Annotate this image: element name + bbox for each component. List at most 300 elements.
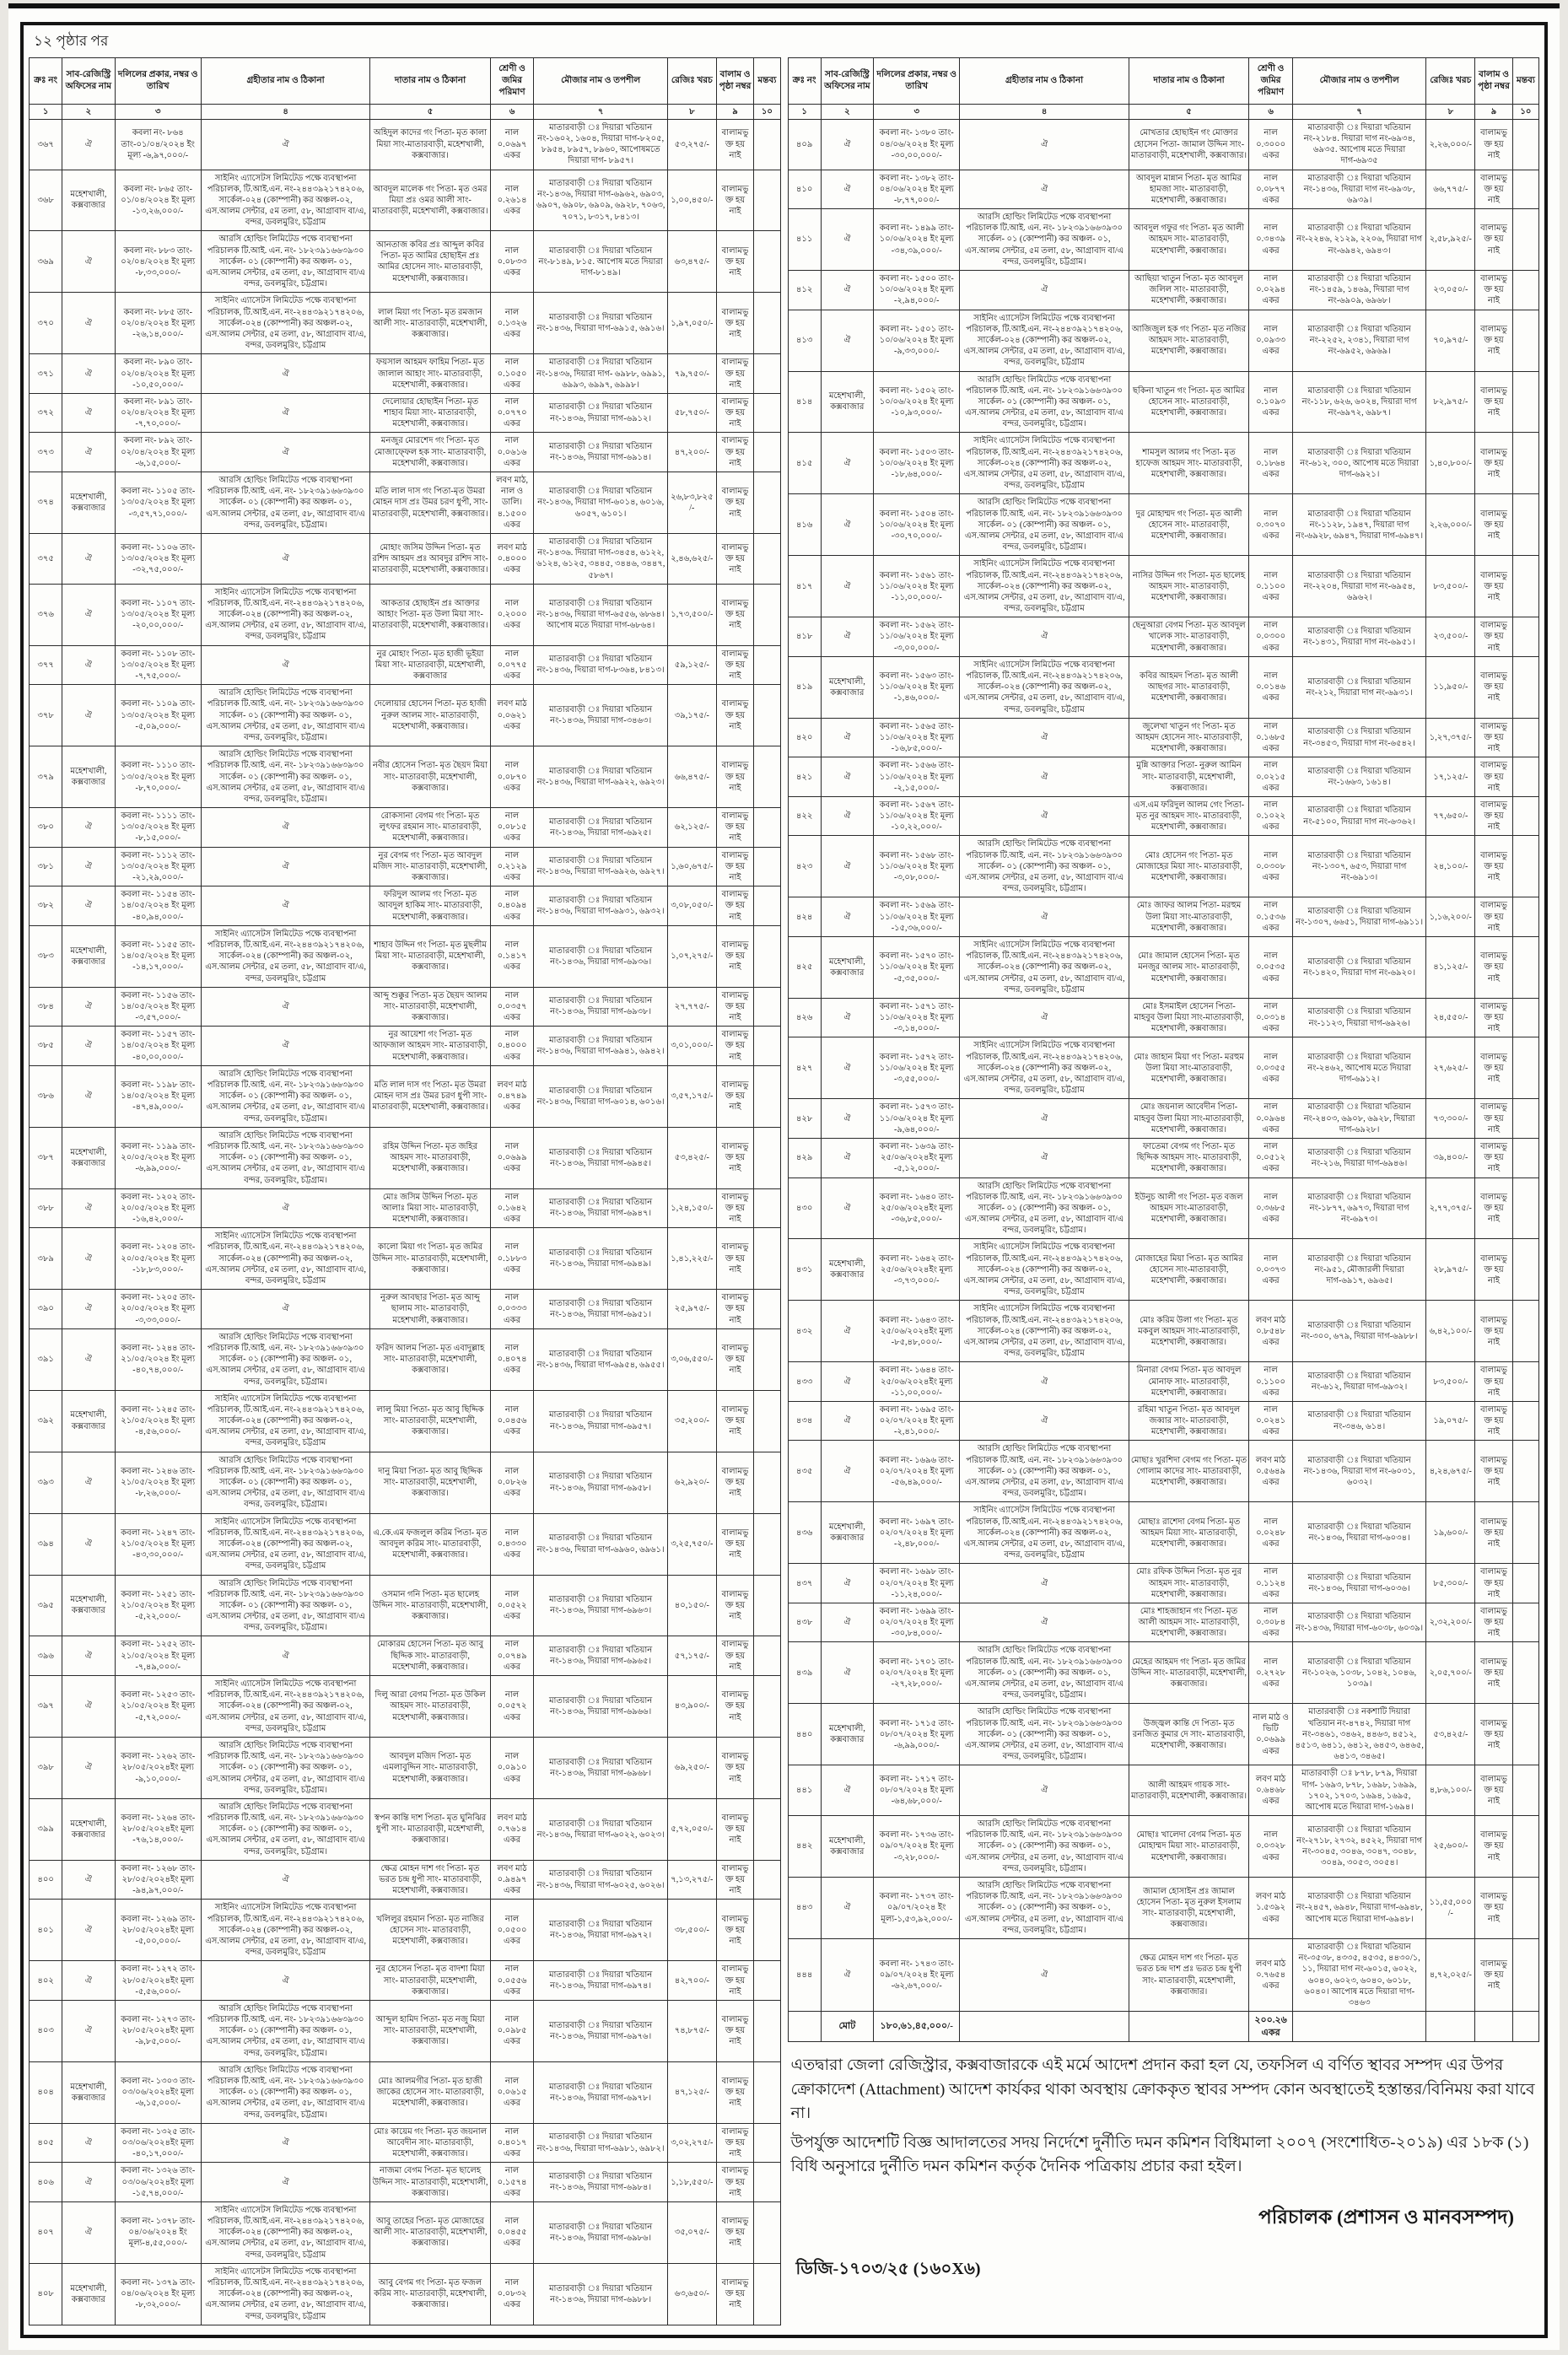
cell-reg-cost: ২,২৬,০০০/- — [1426, 494, 1475, 556]
cell-class-area: নাল ০.০২৪৮ একর — [1249, 1502, 1293, 1564]
cell-reg-cost: ২৮,৯৭৫/- — [1426, 1239, 1475, 1301]
cell-reg-cost: ৪৭,২০০/- — [667, 433, 716, 472]
cell-donor: নুর মোহাং পিতা- মৃত হাজী ভূইয়া মিয়া সাং- মাতারবাড়ী, মহেশখালী, কক্সবাজার — [370, 645, 490, 685]
cell-reg-cost: ২৫,৯৭৫/- — [667, 1290, 716, 1329]
cell-donor: দুর মোহাম্মদ গং পিতা- মৃত আলী হোসেন সাং- মাতারবাড়ী, মহেশখালী, কক্সবাজার। — [1129, 494, 1248, 556]
cell-grantee: আরসি হোল্ডিং লিমিটেড পক্ষে ব্যবস্থাপনা পরিচালক টি.আই. এন. নং- ১৮২৩৯১৬৬৩৯৩০ সার্কেল- ০১ (কোম্পানী) কর অঞ্চল- ০১, এস.আলম সেন্টার, ৫ম তলা, ৫৮, আগ্রাবাদ বা/এ বন্দর, ডবলমুরিং, চট্টগ্রাম। — [960, 494, 1129, 556]
table-row — [788, 1362, 1539, 1402]
cell-office: ঐ — [821, 1938, 873, 2011]
cell-balam: বালামভুক্ত হয় নাই — [1475, 1138, 1513, 1178]
cell-serial: ৪০২ — [30, 1961, 62, 2001]
cell-grantee: ঐ — [201, 1961, 369, 2001]
column-header-remark: মন্তব্য — [754, 58, 780, 105]
order-note-line1: এতদ্বারা জেলা রেজিস্ট্রার, কক্সবাজারকে এই মর্মে আদেশ প্রদান করা হল যে, তফসিল এ বর্ণিত স্থাবর সম্পদ এর উপর ক্রোকাদেশ (Attachment) আদেশ কার্যকর থাকা অবস্থায় ক্রোককৃত স্থাবর সম্পদ কোন অবস্থাতেই হস্তান্তর/বিনিময় করা যাবে না। — [790, 2056, 1535, 2123]
cell-office: ঐ — [62, 584, 115, 645]
column-header-deed: দলিলের প্রকার, নম্বর ও তারিখ — [874, 58, 960, 105]
cell-reg-cost: ৬৩,৬৫০/- — [667, 2263, 716, 2325]
cell-balam: বালামভুক্ত হয় নাই — [1475, 1239, 1513, 1301]
cell-balam: বালামভুক্ত হয় নাই — [716, 746, 754, 808]
cell-office: মহেশখালী, কক্সবাজার — [821, 936, 873, 998]
cell-serial: ৪২৩ — [788, 836, 821, 897]
table-row — [30, 293, 781, 354]
column-number-grantee: ৪ — [201, 104, 369, 119]
cell-office: ঐ — [62, 1188, 115, 1228]
cell-grantee: আরসি হোল্ডিং লিমিটেড পক্ষে ব্যবস্থাপনা পরিচালক টি.আই. এন. নং- ১৮২৩৯১৬৬৩৯৩০ সার্কেল- ০১ (কোম্পানী) কর অঞ্চল- ০১, এস.আলম সেন্টার, ৫ম তলা, ৫৮, আগ্রাবাদ বা/এ বন্দর, ডবলমুরিং, চট্টগ্রাম। — [960, 1704, 1129, 1765]
table-row — [788, 1603, 1539, 1642]
cell-balam: বালামভুক্ত হয় নাই — [716, 2000, 754, 2061]
cell-donor: আলী আহমদ গায়ক সাং- মাতারবাড়ী, মহেশখালী, কক্সবাজার। — [1129, 1765, 1248, 1816]
cell-class-area: নাল ০.০৬৯৯ একর — [490, 1127, 534, 1188]
cell-donor: কালো মিয়া গং পিতা- মৃত জমির উদ্দিন সাং- মাতারবাড়ী, মহেশখালী, কক্সবাজার। — [370, 1228, 490, 1290]
cell-mouza: মাতারবাড়ী ঃ নকশাটি দিয়ারা খতিয়ান নং-৪৭৪২, দিয়ারা দাগ নং-৩৪৬১, ৩৪৬২, ৪৪৬৩, ৪৫১২, ৪৫১৩, ৬৪১১, ৬৪১২, ৬৪৫৩, ৬৪৬৫, ৬৪১৩, ৩৪৬৫। — [1292, 1704, 1426, 1765]
cell-deed: কবলা নং- ১৬৪৩ তাং- ২৫/০৬/২০২৪ইং মূল্য -৮৫,৪৮,০০০/- — [874, 1301, 960, 1362]
cell-remark — [1512, 119, 1538, 170]
cell-remark — [754, 1290, 780, 1329]
cell-remark — [754, 925, 780, 987]
cell-donor: আকতার হোছাইন প্রঃ আক্তার আহাং পিতা- মৃত উলা মিয়া সাং- মাতারবাড়ী, মহেশখালী, কক্সবাজার। — [370, 584, 490, 645]
cell-donor: ওসমান গনি পিতা- মৃত ছালেহ উদ্দিন সাং- মাতারবাড়ী, মহেশখালী, কক্সবাজার। — [370, 1575, 490, 1636]
cell-serial: ৪০১ — [30, 1900, 62, 1961]
cell-reg-cost: ৩৯,৪০০/- — [1426, 1138, 1475, 1178]
cell-reg-cost: ১,৪১,২২৫/- — [667, 1228, 716, 1290]
cell-serial: ৪১৩ — [788, 310, 821, 371]
signature: পরিচালক (প্রশাসন ও মানবসম্পদ) — [1258, 2206, 1514, 2228]
cell-class-area: নাল ০.৩৬৮৫ একর — [1249, 1178, 1293, 1239]
cell-balam: বালামভুক্ত হয় নাই — [716, 685, 754, 746]
cell-mouza: মাতারবাড়ী ঃ দিয়ারা খতিয়ান নং-১৪৩৬, দিয়ারা দাগ-৬৯৩১, ৬৯৩২। — [534, 886, 668, 926]
cell-mouza: মাতারবাড়ী ঃ দিয়ারা খতিয়ান নং-১৪৩৬, দিয়ারা দাগ-৬৯৬৬। — [534, 1676, 668, 1738]
cell-balam: বালামভুক্ত হয় নাই — [716, 1065, 754, 1127]
column-number-class-area: ৬ — [1249, 104, 1293, 119]
cell-donor: দানু মিয়া পিতা- মৃত আবু ছিদ্দিক সাং- মাতারবাড়ী, মহেশখালী, কক্সবাজার। — [370, 1452, 490, 1513]
cell-office: ঐ — [821, 897, 873, 937]
cell-balam: বালামভুক্ত হয় নাই — [716, 393, 754, 433]
cell-deed: কবলা নং- ১৫৬৫ তাং- ১১/০৬/২০২৪ ইং মূল্য -১৬,৮৫,০০০/- — [874, 718, 960, 757]
cell-balam: বালামভুক্ত হয় নাই — [1475, 617, 1513, 657]
cell-donor: ক্ষেত্র মোহন দাশ গং পিতা- মৃত ভরত চন্দ্র দাশ প্রঃ ভরত চন্দ্র ধুপী সাং- মাতারবাড়ী, মহেশখালী, কক্সবাজার। — [1129, 1938, 1248, 2011]
cell-deed: কবলা নং- ১৫৭১ তাং- ১১/০৬/২০২৪ ইং মূল্য -৩,১৪,০০০/- — [874, 998, 960, 1037]
cell-serial: ৩৭৪ — [30, 472, 62, 534]
cell-grantee: আরসি হোল্ডিং লিমিটেড পক্ষে ব্যবস্থাপনা পরিচালক টি.আই. এন. নং- ১৮২৩৯১৬৬৩৯৩০ সার্কেল- ০১ (কোম্পানী) কর অঞ্চল- ০১, এস.আলম সেন্টার, ৫ম তলা, ৫৮, আগ্রাবাদ বা/এ বন্দর, ডবলমুরিং, চট্টগ্রাম। — [960, 209, 1129, 271]
column-number-deed: ৩ — [874, 104, 960, 119]
cell-mouza: মাতারবাড়ী ঃ দিয়ারা খতিয়ান নং-১৩০৭, ৬৫৩, দিয়ারা দাগ নং-৬৯১৩। — [1292, 836, 1426, 897]
cell-serial: ৪০৭ — [30, 2201, 62, 2263]
cell-grantee: ঐ — [960, 998, 1129, 1037]
cell-office: ঐ — [821, 271, 873, 310]
cell-mouza: মাতারবাড়ী ঃ দিয়ারা খতিয়ান নং-১১২৮, ১৯৪৭, দিয়ারা দাগ নং-৬৯২৮, ৬৯৪৭, দিয়ারা দাগ-৬৯৪৭। — [1292, 494, 1426, 556]
cell-balam: বালামভুক্ত হয় নাই — [716, 231, 754, 293]
column-number-remark: ১০ — [1512, 104, 1538, 119]
cell-grantee: আরসি হোল্ডিং লিমিটেড পক্ষে ব্যবস্থাপনা পরিচালক টি.আই. এন. নং- ১৮২৩৯১৬৬৩৯৩০ সার্কেল- ০১ (কোম্পানী) কর অঞ্চল- ০১, এস.আলম সেন্টার, ৫ম তলা, ৫৮, আগ্রাবাদ বা/এ বন্দর, ডবলমুরিং, চট্টগ্রাম। — [960, 1642, 1129, 1704]
cell-serial: ৩৮৫ — [30, 1027, 62, 1066]
cell-office: মহেশখালী, কক্সবাজার — [62, 2061, 115, 2123]
table-row — [30, 354, 781, 394]
cell-mouza: মাতারবাড়ী ঃ দিয়ারা খতিয়ান নং-২৪৫৭, ৬৯৪৮, দিয়ারা দাগ-৬৯৪৮, আপোষ মতে দিয়ারা দাগ-৬৯৪৮। — [1292, 1878, 1426, 1939]
cell-office: ঐ — [62, 393, 115, 433]
cell-balam — [1475, 2012, 1513, 2042]
cell-reg-cost: ২,৭৭,৩৭৫/- — [1426, 1178, 1475, 1239]
table-row — [30, 1636, 781, 1676]
cell-office: ঐ — [821, 1401, 873, 1441]
cell-balam: বালামভুক্ত হয় নাই — [716, 1027, 754, 1066]
cell-donor: শামসুল আলম গং পিতা- মৃত হাফেজ আহমদ সাং- মাতারবাড়ী, মহেশখালী, কক্সবাজার। — [1129, 433, 1248, 494]
cell-mouza: মাতারবাড়ী ঃ দিয়ারা খতিয়ান নং-১১৮, ৬২৬, ৬০২৪, দিয়ারা দাগ নং-৬৯৭২, ৬৯৮৭। — [1292, 371, 1426, 433]
cell-serial: ৪৩০ — [788, 1178, 821, 1239]
cell-reg-cost: ২৩,০৫০/- — [1426, 271, 1475, 310]
cell-remark — [1512, 1301, 1538, 1362]
cell-deed: কবলা নং- ১৭১৭ তাং- ০৮/০৭/২০২৪ ইং মূল্য -৬৪,৬৮,০০০/- — [874, 1765, 960, 1816]
cell-remark — [754, 1328, 780, 1390]
cell-mouza: মাতারবাড়ী ঃ দিয়ারা খতিয়ান নং-১৪৩৬, দিয়ারা দাগ-৬৯৪৫। — [534, 1127, 668, 1188]
cell-grantee: সাইনিং এ্যাসেটস লিমিটেড পক্ষে ব্যবস্থাপনা পরিচালক, টি.আই.এন. নং-২৪৪৩৯২১৭৪২০৬, সার্কেল-০২৪ (কোম্পানী) কর অঞ্চল-০২, এস.আলম সেন্টার, ৫ম তলা, ৫৮, আগ্রাবাদ বা/এ, বন্দর, ডবলমুরিং, চট্টগ্রাম — [960, 433, 1129, 494]
cell-deed: কবলা নং- ১৫৬৬ তাং- ১১/০৬/২০২৪ ইং মূল্য -২,১৫,০০০/- — [874, 757, 960, 797]
cell-deed: কবলা নং- ১৫০২ তাং- ১০/০৬/২০২৪ ইং মূল্য -১০,৯৩,০০০/- — [874, 371, 960, 433]
cell-class-area: নাল ০.১০৯৩ একর — [1249, 371, 1293, 433]
cell-serial: ৪৩৫ — [788, 1441, 821, 1502]
cell-reg-cost: ৬৯,২৫০/- — [667, 1737, 716, 1798]
cell-class-area: নাল ০.৪০১৭ একর — [490, 2123, 534, 2163]
table-row — [30, 472, 781, 534]
cell-deed: কবলা নং- ১২০৪ তাং- ২০/০৫/২০২৪ ইং মূল্য -১৮,৮৩,০০০/- — [115, 1228, 201, 1290]
cell-donor: নুর আয়েশা গং পিতা- মৃত আফজাল আহমদ সাং- মাতারবাড়ী, মহেশখালী, কক্সবাজার। — [370, 1027, 490, 1066]
cell-office: মহেশখালী, কক্সবাজার — [821, 1502, 873, 1564]
cell-serial: ৪০৫ — [30, 2123, 62, 2163]
cell-grantee: আরসি হোল্ডিং লিমিটেড পক্ষে ব্যবস্থাপনা পরিচালক টি.আই. এন. নং- ১৮২৩৯১৬৬৩৯৩০ সার্কেল- ০১ (কোম্পানী) কর অঞ্চল- ০১, এস.আলম সেন্টার, ৫ম তলা, ৫৮, আগ্রাবাদ বা/এ বন্দর, ডবলমুরিং, চট্টগ্রাম। — [201, 1127, 369, 1188]
column-number-reg-cost: ৮ — [1426, 104, 1475, 119]
cell-reg-cost: ৪২,৭০০/- — [667, 1961, 716, 2001]
cell-serial: ৪১১ — [788, 209, 821, 271]
cell-office: মহেশখালী, কক্সবাজার — [62, 1798, 115, 1860]
cell-class-area: লবণ মাঠ ০.৭৬১৪ একর — [490, 1798, 534, 1860]
cell-donor: মোছাঃ খালেদা বেগম পিতা- মৃত মোহাম্মদ মিয়া সাং- মাতারবাড়ী, মহেশখালী, কক্সবাজার। — [1129, 1816, 1248, 1878]
cell-class-area: নাল ০.০২১৫ একর — [1249, 757, 1293, 797]
cell-office: ঐ — [62, 293, 115, 354]
cell-mouza: মাতারবাড়ী ঃ দিয়ারা খতিয়ান নং-১৪৩৬, দিয়ারা দাগ-৬৯৫৮। — [534, 1452, 668, 1513]
cell-remark — [754, 2201, 780, 2263]
table-row — [30, 2163, 781, 2202]
cell-mouza: মাতারবাড়ী ঃ দিয়ারা খতিয়ান নং-১৪৩৬, দিয়ারা দাগ-৬০২৫, ৬০২৬। — [534, 1860, 668, 1900]
cell-remark — [1512, 1564, 1538, 1603]
cell-class-area: নাল ০.০৫৫৬ একর — [490, 1961, 534, 2001]
table-row — [30, 393, 781, 433]
cell-remark — [1512, 998, 1538, 1037]
cell-reg-cost: ১৭,১২৫/- — [1426, 757, 1475, 797]
cell-balam: বালামভুক্ত হয় নাই — [1475, 936, 1513, 998]
column-number-donor: ৫ — [370, 104, 490, 119]
cell-mouza: মাতারবাড়ী ঃ দিয়ারা খতিয়ান নং-১৪৩৬, দিয়ারা দাগ-৬৯৬২, ৬৯০৩, ৬৯০৭, ৬৯০৮, ৬৯০৯, ৬৯২৮, ৭০৬৩, ৭০৭১, ৮৩১৭, ৮৪১৩। — [534, 170, 668, 231]
cell-class-area: নাল ০.৩০৭০ একর — [1249, 494, 1293, 556]
cell-deed: কবলা নং- ৮৬৪ তাং-০১/০৪/২০২৪ ইং মূল্য -৬,৯৭,০০০/- — [115, 119, 201, 170]
cell-deed: কবলা নং- ১৫০১ তাং- ১০/০৬/২০২৪ ইং মূল্য -৯,৩৩,০০০/- — [874, 310, 960, 371]
cell-office: ঐ — [821, 1138, 873, 1178]
cell-class-area: নাল ০.১৪১৭ একর — [490, 925, 534, 987]
table-row — [788, 1099, 1539, 1139]
cell-mouza: মাতারবাড়ী ঃ দিয়ারা খতিয়ান নং-১৪৩৬, দিয়ারা দাগ-৬০১৪, ৬০১৬। — [534, 1065, 668, 1127]
cell-mouza: মাতারবাড়ী ঃ দিয়ারা খতিয়ান নং-১৪৩৬, দিয়ারা দাগ-৬৯৫১। — [534, 1290, 668, 1329]
cell-grantee: ঐ — [201, 1290, 369, 1329]
cell-office: ঐ — [62, 1636, 115, 1676]
cell-mouza: মাতারবাড়ী ঃ দিয়ারা খতিয়ান নং-১৪৫৯, ১৪৬৯, দিয়ারা দাগ নং-৬৯০৯, ৬৯৬৮। — [1292, 271, 1426, 310]
cell-mouza: মাতারবাড়ী ঃ দিয়ারা খতিয়ান নং-১৬৬৩, ১৬১৪। — [1292, 757, 1426, 797]
cell-remark — [754, 886, 780, 926]
cell-deed: কবলা নং- ১৬৯৮ তাং- ০২/০৭/২০২৪ ইং মূল্য -১১,২৪,০০০/- — [874, 1564, 960, 1603]
cell-office: ঐ — [62, 2163, 115, 2202]
column-number-row — [30, 104, 781, 119]
cell-deed: কবলা নং- ১৫৬৭ তাং- ১১/০৬/২০২৪ ইং মূল্য -১০,২২,০০০/- — [874, 796, 960, 836]
cell-office: ঐ — [821, 1642, 873, 1704]
table-row — [788, 718, 1539, 757]
cell-deed: কবলা নং- ১১০৭ তাং- ১৩/০৫/২০২৪ ইং মূল্য -২০,০০,০০০/- — [115, 584, 201, 645]
cell-class-area: নাল ০.০৩০০ একর — [1249, 617, 1293, 657]
cell-class-area: নাল ০.৩০০০ একর — [1249, 119, 1293, 170]
cell-reg-cost: ৬২,৯২০/- — [667, 1452, 716, 1513]
cell-remark — [1512, 617, 1538, 657]
cell-balam: বালামভুক্ত হয় নাই — [716, 354, 754, 394]
cell-serial: ৩৮০ — [30, 808, 62, 848]
table-row — [788, 757, 1539, 797]
cell-serial: ৪১৮ — [788, 617, 821, 657]
cell-remark — [754, 1737, 780, 1798]
cell-office: ঐ — [821, 1878, 873, 1939]
cell-deed: কবলা নং- ৮৮৫ তাং- ০২/০৪/২০২৪ ইং মূল্য -২৬,১৪,০০০/- — [115, 293, 201, 354]
cell-office: ঐ — [821, 1441, 873, 1502]
schedule-table-left — [29, 57, 781, 2325]
cell-class-area: নাল ০.১১২৪ একর — [1249, 1564, 1293, 1603]
cell-remark — [754, 808, 780, 848]
cell-class-area: নাল মাঠ ও ভিটি ০.০৬৯৯ একর — [1249, 1704, 1293, 1765]
cell-mouza: মাতারবাড়ী ঃ দিয়ারা খতিয়ান নং-১৪৩৬, দিয়ারা দাগ-৬০২২, ৬০২৩। — [534, 1798, 668, 1860]
cell-remark — [1512, 1441, 1538, 1502]
cell-balam: বালামভুক্ত হয় নাই — [1475, 1502, 1513, 1564]
cell-balam: বালামভুক্ত হয় নাই — [1475, 1178, 1513, 1239]
cell-mouza: মাতারবাড়ী ঃ দিয়ারা খতিয়ান নং-১৪৩৬, দিয়ারা দাগ নং-৬০৩১, ৬০৩২। — [1292, 1441, 1426, 1502]
cell-reg-cost: ৭৪,৮৭৫/- — [667, 2000, 716, 2061]
cell-grantee: ঐ — [960, 718, 1129, 757]
cell-reg-cost: ৭৭,৬৫০/- — [1426, 796, 1475, 836]
table-row — [788, 310, 1539, 371]
cell-class-area: নাল ০.০৭৭৫ একর — [490, 645, 534, 685]
cell-office: ঐ — [821, 310, 873, 371]
cell-balam: বালামভুক্ত হয় নাই — [1475, 1816, 1513, 1878]
cell-serial: ৩৮৬ — [30, 1065, 62, 1127]
cell-deed: কবলা নং- ১৫৬৮ তাং- ১১/০৬/২০২৪ ইং মূল্য -৩,০৮,০০০/- — [874, 836, 960, 897]
column-number-row — [788, 104, 1539, 119]
cell-grantee: ঐ — [960, 796, 1129, 836]
column-number-donor: ৫ — [1129, 104, 1248, 119]
cell-remark — [1512, 1138, 1538, 1178]
cell-grantee: আরসি হোল্ডিং লিমিটেড পক্ষে ব্যবস্থাপনা পরিচালক টি.আই. এন. নং- ১৮২৩৯১৬৬৩৯৩০ সার্কেল- ০১ (কোম্পানী) কর অঞ্চল- ০১, এস.আলম সেন্টার, ৫ম তলা, ৫৮, আগ্রাবাদ বা/এ বন্দর, ডবলমুরিং, চট্টগ্রাম। — [960, 1878, 1129, 1939]
cell-mouza: মাতারবাড়ী ঃ দিয়ারা খতিয়ান নং-২১৬, দিয়ারা দাগ-৬৯৪৬। — [1292, 1138, 1426, 1178]
cell-deed: কবলা নং- ১৬৯৭ তাং- ০২/০৭/২০২৪ ইং মূল্য -২,৪৮,০০০/- — [874, 1502, 960, 1564]
cell-deed: কবলা নং- ১২৬৮ তাং- ২৮/০৫/২০২৪ইং মূল্য -৯৪,৯৭,০০০/- — [115, 1860, 201, 1900]
cell-serial: ৪৩৮ — [788, 1603, 821, 1642]
cell-donor: জামাল হোসাইন প্রঃ জামাল হোসেন পিতা- মৃত নুরুল ইসলাম সাং- মাতারবাড়ী, মহেশখালী, কক্সবাজার। — [1129, 1878, 1248, 1939]
cell-mouza: মাতারবাড়ী ঃ দিয়ারা খতিয়ান নং-২২০৪, দিয়ারা দাগ নং-৬৯৫৪, ৬৯৬২। — [1292, 556, 1426, 617]
cell-remark — [754, 1513, 780, 1575]
cell-class-area: নাল ০.২৬১৪ একর — [490, 170, 534, 231]
cell-reg-cost: ১১,৯৫০/- — [1426, 656, 1475, 718]
table-row — [788, 936, 1539, 998]
right-column — [788, 57, 1540, 2284]
table-row — [30, 2263, 781, 2325]
table-row — [788, 617, 1539, 657]
cell-remark — [1512, 1642, 1538, 1704]
cell-serial: ৩৯৪ — [30, 1513, 62, 1575]
cell-mouza: মাতারবাড়ী ঃ দিয়ারা খতিয়ান নং-১৪৩৬. দিয়ারা দাগ-৩৪৫৪, ৬১২২, ৬১২৪, ৬১২৫, ৩৪৪৫, ৩৪৪৬, ৩৪৪৭, ৫৮৬৭। — [534, 533, 668, 584]
cell-class-area: লবণ মাঠ, নাল ও ডালি। ৪.১৫০০ একর — [490, 472, 534, 534]
cell-serial: ৪৩৭ — [788, 1564, 821, 1603]
cell-deed: কবলা নং- ১২০২ তাং- ২০/০৫/২০২৪ ইং মূল্য -১৬,৪২,০০০/- — [115, 1188, 201, 1228]
cell-serial: ৩৭৮ — [30, 685, 62, 746]
cell-deed: কবলা নং- ১৩৮০ তাং- ০৪/০৬/২০২৪ ইং মূল্য -৩০,০০,০০০/- — [874, 119, 960, 170]
cell-donor: ফয়সাল আহমদ ফাহিম পিতা- মৃত জালাল আহাং সাং- মাতারবাড়ী, মহেশখালী, কক্সবাজার। — [370, 354, 490, 394]
cell-deed: কবলা নং- ১৩৭৮ তাং- ০৪/০৬/২০২৪ ইং মূল্য-৪,৫৫,০০০/- — [115, 2201, 201, 2263]
table-row — [788, 1301, 1539, 1362]
cell-reg-cost: ১,০০,৪৫০/- — [667, 170, 716, 231]
cell-donor: উজ্জ্বল কান্তি দে পিতা- মৃত রনজিত কুমার দে সাং- মাতারবাড়ী, মহেশখালী, কক্সবাজার। — [1129, 1704, 1248, 1765]
cell-grantee: ঐ — [201, 533, 369, 584]
cell-reg-cost: ১,৭৩,৫০০/- — [667, 584, 716, 645]
table-row — [30, 1390, 781, 1452]
cell-deed: কবলা নং- ১১৫৪ তাং- ১৪/০৫/২০২৪ ইং মূল্য -৪০,৯৪,০০০/- — [115, 886, 201, 926]
cell-office: ঐ — [62, 1860, 115, 1900]
table-row — [30, 170, 781, 231]
table-row — [30, 1798, 781, 1860]
cell-mouza: মাতারবাড়ী ঃ দিয়ারা খতিয়ান নং-১৪৩৬, দিয়ারা দাগ-৬০৩৪। — [1292, 1502, 1426, 1564]
cell-donor: মোছাঃ রাশেদা বেগম পিতা- মৃত আহমদ মিয়া সাং- মাতারবাড়ী, মহেশখালী, কক্সবাজার। — [1129, 1502, 1248, 1564]
cell-balam: বালামভুক্ত হয় নাই — [716, 119, 754, 170]
cell-class-area: নাল ০.০৮১৫ একর — [490, 808, 534, 848]
cell-deed: কবলা নং- ১৬৪০ তাং- ২৫/০৬/২০২৪ইং মূল্য -৩৬,৮৫,০০০/- — [874, 1178, 960, 1239]
cell-balam: বালামভুক্ত হয় নাই — [716, 2201, 754, 2263]
cell-reg-cost: ২,০৫,৭০০/- — [1426, 1642, 1475, 1704]
cell-mouza: মাতারবাড়ী ঃ দিয়ারা খতিয়ান নং-১৪৩৬, দিয়ারা দাগ-৬৯১৪। — [534, 433, 668, 472]
cell-grantee: ঐ — [960, 119, 1129, 170]
cell-remark — [754, 472, 780, 534]
cell-donor: রহিমা খাতুন পিতা- মৃত আবদুল জব্বার সাং- মাতারবাড়ী, মহেশখালী, কক্সবাজার। — [1129, 1401, 1248, 1441]
cell-class-area: নাল ০.০৮৩২ একর — [490, 2263, 534, 2325]
cell-deed: কবলা নং- ১১৫৭ তাং- ১৪/০৫/২০২৪ ইং মূল্য -৪০,০০,০০০/- — [115, 1027, 201, 1066]
cell-deed: কবলা নং- ১১১০ তাং- ১৩/০৫/২০২৪ ইং মূল্য -৮,৭০,০০০/- — [115, 746, 201, 808]
cell-remark — [754, 1390, 780, 1452]
cell-donor — [1129, 2012, 1248, 2042]
cell-deed: কবলা নং- ১৭০১ তাং- ০২/০৭/২০২৪ ইং মূল্য -২৭,২৮,০০০/- — [874, 1642, 960, 1704]
cell-reg-cost: ৭,১৩,২৭৫/- — [667, 1860, 716, 1900]
cell-donor: নুরুল আবছার পিতা- মৃত আব্দু ছালাম সাং- মাতারবাড়ী, মহেশখালী, কক্সবাজার। — [370, 1290, 490, 1329]
cell-donor: মোঃ জাফর আলম পিতা- মরহুম উলা মিয়া সাং-মাতারবাড়ী, মহেশখালী, কক্সবাজার। — [1129, 897, 1248, 937]
table-row — [30, 886, 781, 926]
cell-deed: কবলা নং- ১৩২৬ তাং- ০৩/০৬/২০২৪ইং মূল্য -১৫,৭৪,০০০/- — [115, 2163, 201, 2202]
cell-class-area: লবণ মাঠ ০.৮৫৪৮ একর — [1249, 1301, 1293, 1362]
cell-class-area: লবণ মাঠ ০.০৬২১ একর — [490, 685, 534, 746]
cell-donor: মোখতার হোছাইন গং মোক্তার হোসেন পিতা- জামাল উদ্দিন সাং- মাতারবাড়ী, মহেশখালী, কক্সবাজার। — [1129, 119, 1248, 170]
cell-grantee: সাইনিং এ্যাসেটস লিমিটেড পক্ষে ব্যবস্থাপনা পরিচালক, টি.আই.এন. নং-২৪৪৩৯২১৭৪২০৬, সার্কেল-০২৪ (কোম্পানী) কর অঞ্চল-০২, এস.আলম সেন্টার, ৫ম তলা, ৫৮, আগ্রাবাদ বা/এ, বন্দর, ডবলমুরিং, চট্টগ্রাম — [960, 556, 1129, 617]
cell-class-area: নাল ০.১০৫০ একর — [490, 354, 534, 394]
column-number-deed: ৩ — [115, 104, 201, 119]
cell-reg-cost: ৬৩,৪৭৫/- — [667, 231, 716, 293]
cell-remark — [754, 2061, 780, 2123]
table-row — [30, 925, 781, 987]
column-number-mouza: ৭ — [1292, 104, 1426, 119]
cell-deed: কবলা নং- ১৫৬৯ তাং- ১১/০৬/২০২৪ ইং মূল্য -১৫,৩৬,০০০/- — [874, 897, 960, 937]
cell-mouza: মাতারবাড়ী ঃ দিয়ারা খতিয়ান নং-৩৪৫৩, দিয়ারা দাগ নং-৬৫৪২। — [1292, 718, 1426, 757]
cell-remark — [1512, 836, 1538, 897]
table-row — [30, 1452, 781, 1513]
cell-class-area: নাল ০.৪০০০ একর — [490, 1027, 534, 1066]
cell-grantee: ঐ — [960, 1603, 1129, 1642]
cell-class-area: নাল ০.০৭৭০ একর — [490, 393, 534, 433]
cell-serial: ৪০৮ — [30, 2263, 62, 2325]
column-header-class-area: শ্রেণী ও জমির পরিমাণ — [490, 58, 534, 105]
cell-serial: ৪২০ — [788, 718, 821, 757]
cell-reg-cost: ৩৯,১৭৫/- — [667, 685, 716, 746]
cell-mouza: মাতারবাড়ী ঃ দিয়ারা খতিয়ান নং-১৪৩৬, দিয়ারা দাগ-৬০১৪, ৬০১৬, ৬০৫৭, ৬১০১। — [534, 472, 668, 534]
table-row — [30, 1737, 781, 1798]
cell-deed: কবলা নং- ১৫৬২ তাং- ১১/০৬/২০২৪ ইং মূল্য -৩,০০,০০০/- — [874, 617, 960, 657]
cell-mouza: মাতারবাড়ী ঃ দিয়ারা খতিয়ান নং-১৪৩৬, দিয়ারা দাগ-৬৯৫৪, ৬৯৫৫। — [534, 1328, 668, 1390]
cell-grantee: ঐ — [201, 354, 369, 394]
cell-class-area: নাল ০.০৯১০ একর — [490, 1737, 534, 1798]
cell-donor: জুলেখা খাতুন গং পিতা- মৃত আহমদ হোসেন সাং- মাতারবাড়ী, মহেশখালী, কক্সবাজার। — [1129, 718, 1248, 757]
table-row — [30, 2201, 781, 2263]
column-number-balam: ৯ — [1475, 104, 1513, 119]
cell-donor: ফরিদ আলম পিতা- মৃত এবাদুল্লাহ সাং- মাতারবাড়ী, মহেশখালী, কক্সবাজার। — [370, 1328, 490, 1390]
cell-donor: আবদুল গফুর গং পিতা- মৃত আলী আহমদ সাং- মাতারবাড়ী, মহেশখালী, কক্সবাজার। — [1129, 209, 1248, 271]
cell-office: ঐ — [62, 1737, 115, 1798]
cell-grantee: ঐ — [201, 119, 369, 170]
cell-deed: কবলা নং- ১৫০০ তাং- ১০/০৬/২০২৪ ইং মূল্য -২,৯৪,০০০/- — [874, 271, 960, 310]
table-row — [788, 556, 1539, 617]
cell-deed: কবলা নং- ১১১১ তাং- ১৩/০৫/২০২৪ ইং মূল্য -৮,১৫,০০০/- — [115, 808, 201, 848]
cell-donor: মোজাহের মিয়া পিতা- মৃত আমির হোসেন সাং-মাতারবাড়ী, মহেশখালী, কক্সবাজার। — [1129, 1239, 1248, 1301]
table-row — [788, 1502, 1539, 1564]
cell-office: মহেশখালী, কক্সবাজার — [62, 1390, 115, 1452]
cell-office: ঐ — [62, 1065, 115, 1127]
cell-mouza: মাতারবাড়ী ঃ দিয়ারা খতিয়ান নং-১৪৩৬, দিয়ারা দাগ-৬৯২২, ৬৯২৩। — [534, 746, 668, 808]
cell-mouza: মাতারবাড়ী ঃ দিয়ারা খতিয়ান নং-১৪৩৬, দিয়ারা দাগ-৬৯৬৮। — [534, 1737, 668, 1798]
column-header-grantee: গ্রহীতার নাম ও ঠিকানা — [201, 58, 369, 105]
header-row — [788, 58, 1539, 105]
table-row — [30, 1027, 781, 1066]
cell-serial: ৪২৮ — [788, 1099, 821, 1139]
cell-balam: বালামভুক্ত হয় নাই — [1475, 836, 1513, 897]
cell-grantee: আরসি হোল্ডিং লিমিটেড পক্ষে ব্যবস্থাপনা পরিচালক টি.আই. এন. নং- ১৮২৩৯১৬৬৩৯৩০ সার্কেল- ০১ (কোম্পানী) কর অঞ্চল- ০১, এস.আলম সেন্টার, ৫ম তলা, ৫৮, আগ্রাবাদ বা/এ বন্দর, ডবলমুরিং, চট্টগ্রাম। — [201, 2000, 369, 2061]
cell-office: ঐ — [62, 987, 115, 1027]
cell-donor: এ.কে.এম ফজলুল করিম পিতা- মৃত আবদুল করিম সাং- মাতারবাড়ী, মহেশখালী, কক্সবাজার। — [370, 1513, 490, 1575]
cell-deed: কবলা নং- ১২৬২ তাং- ২৮/০৫/২০২৪ইং মূল্য -৯,১০,০০০/- — [115, 1737, 201, 1798]
totals-label: মোট — [821, 2012, 873, 2042]
cell-deed: কবলা নং- ১১৫৬ তাং- ১৪/০৫/২০২৪ ইং মূল্য -৩,৫৭,০০০/- — [115, 987, 201, 1027]
cell-balam: বালামভুক্ত হয় নাই — [1475, 371, 1513, 433]
cell-office: ঐ — [821, 1564, 873, 1603]
cell-reg-cost: ৬৬,৪৭৫/- — [667, 746, 716, 808]
cell-remark — [1512, 1938, 1538, 2011]
cell-class-area: নাল ০.০৬৯৭ একর — [490, 119, 534, 170]
cell-serial: ৪৩৪ — [788, 1401, 821, 1441]
cell-grantee: সাইনিং এ্যাসেটস লিমিটেড পক্ষে ব্যবস্থাপনা পরিচালক, টি.আই.এন. নং-২৪৪৩৯২১৭৪২০৬, সার্কেল-০২৪ (কোম্পানী) কর অঞ্চল-০২, এস.আলম সেন্টার, ৫ম তলা, ৫৮, আগ্রাবাদ বা/এ, বন্দর, ডবলমুরিং, চট্টগ্রাম — [960, 1037, 1129, 1099]
cell-remark — [754, 1575, 780, 1636]
table-row — [788, 656, 1539, 718]
cell-grantee: সাইনিং এ্যাসেটস লিমিটেড পক্ষে ব্যবস্থাপনা পরিচালক, টি.আই.এন. নং-২৪৪৩৯২১৭৪২০৬, সার্কেল-০২৪ (কোম্পানী) কর অঞ্চল-০২, এস.আলম সেন্টার, ৫ম তলা, ৫৮, আগ্রাবাদ বা/এ, বন্দর, ডবলমুরিং, চট্টগ্রাম — [201, 1390, 369, 1452]
cell-deed: কবলা নং- ১১১২ তাং- ১৩/০৫/২০২৪ ইং মূল্য -২১,২৯,০০০/- — [115, 847, 201, 886]
cell-office: ঐ — [821, 119, 873, 170]
column-number-office: ২ — [821, 104, 873, 119]
table-row — [788, 1178, 1539, 1239]
cell-reg-cost: ৮২,৯৭৫/- — [1426, 371, 1475, 433]
cell-serial: ৪৩৯ — [788, 1642, 821, 1704]
cell-class-area: নাল ০.৩৪৩৯ একর — [1249, 209, 1293, 271]
cell-serial: ৩৮২ — [30, 886, 62, 926]
